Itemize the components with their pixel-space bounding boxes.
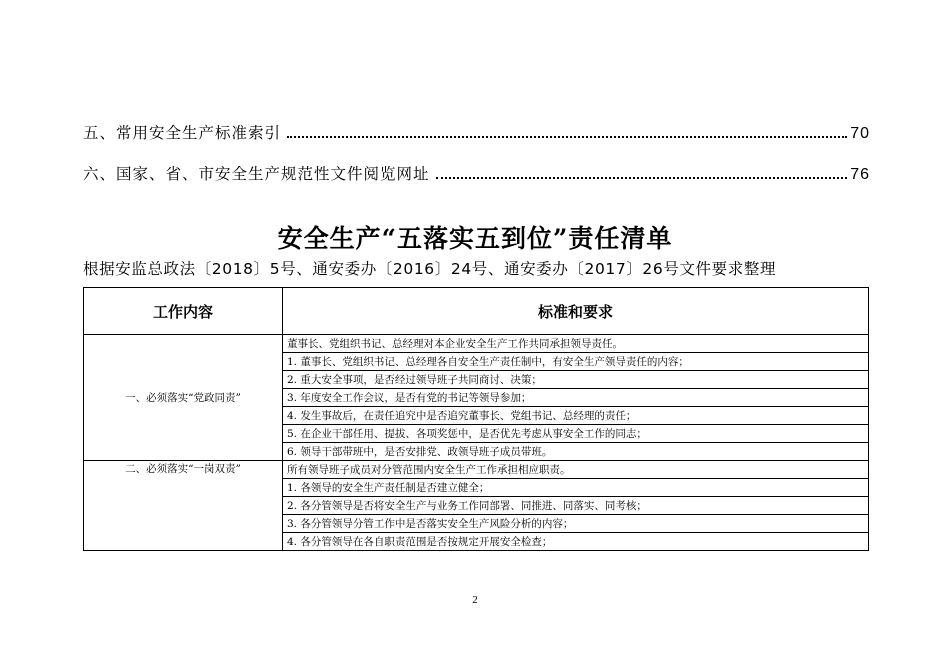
requirement-cell: 2. 重大安全事项，是否经过领导班子共同商讨、决策； [283, 371, 869, 389]
table-header-row [84, 288, 869, 335]
requirement-cell: 6. 领导干部带班中，是否安排党、政领导班子成员带班。 [283, 443, 869, 461]
toc-leader-dots [287, 136, 847, 138]
header-work-content: 工作内容 [84, 288, 283, 335]
document-title: 安全生产“五落实五到位”责任清单 [277, 224, 673, 253]
requirement-cell: 3. 各分管领导分管工作中是否落实安全生产风险分析的内容； [283, 515, 869, 533]
requirement-cell: 董事长、党组织书记、总经理对本企业安全生产工作共同承担领导责任。 [283, 335, 869, 353]
toc-entry[interactable] [83, 162, 870, 184]
requirement-cell: 5. 在企业干部任用、提拔、各项奖惩中，是否优先考虑从事安全工作的同志； [283, 425, 869, 443]
toc-entry[interactable] [83, 121, 870, 143]
header-standards: 标准和要求 [283, 288, 869, 335]
requirement-cell: 所有领导班子成员对分管范围内安全生产工作承担相应职责。 [283, 461, 869, 479]
requirement-cell: 1. 董事长、党组织书记、总经理各自安全生产责任制中，有安全生产领导责任的内容； [283, 353, 869, 371]
toc-entry-label: 五、常用安全生产标准索引 [83, 124, 282, 142]
toc-entry-page: 70 [850, 125, 870, 142]
toc-leader-dots [436, 177, 848, 179]
requirement-cell: 3. 年度安全工作会议，是否有党的书记等领导参加； [283, 389, 869, 407]
table-row [84, 461, 869, 479]
requirement-cell: 4. 发生事故后，在责任追究中是否追究董事长、党组书记、总经理的责任； [283, 407, 869, 425]
section-name: 二、必须落实“一岗双责” [84, 461, 283, 551]
section-name: 一、必须落实“党政同责” [84, 335, 283, 461]
page-number: 2 [472, 594, 478, 606]
responsibility-table [83, 287, 869, 551]
requirement-cell: 2. 各分管领导是否将安全生产与业务工作同部署、同推进、同落实、同考核； [283, 497, 869, 515]
requirement-cell: 4. 各分管领导在各自职责范围是否按规定开展安全检查； [283, 533, 869, 551]
toc-entry-label: 六、国家、省、市安全生产规范性文件阅览网址 [83, 165, 430, 183]
document-subtitle: 根据安监总政法〔2018〕5号、通安委办〔2016〕24号、通安委办〔2017〕26号文件要求整理 [83, 260, 777, 278]
toc-entry-page: 76 [850, 166, 870, 183]
table-row [84, 335, 869, 353]
requirement-cell: 1. 各领导的安全生产责任制是否建立健全； [283, 479, 869, 497]
